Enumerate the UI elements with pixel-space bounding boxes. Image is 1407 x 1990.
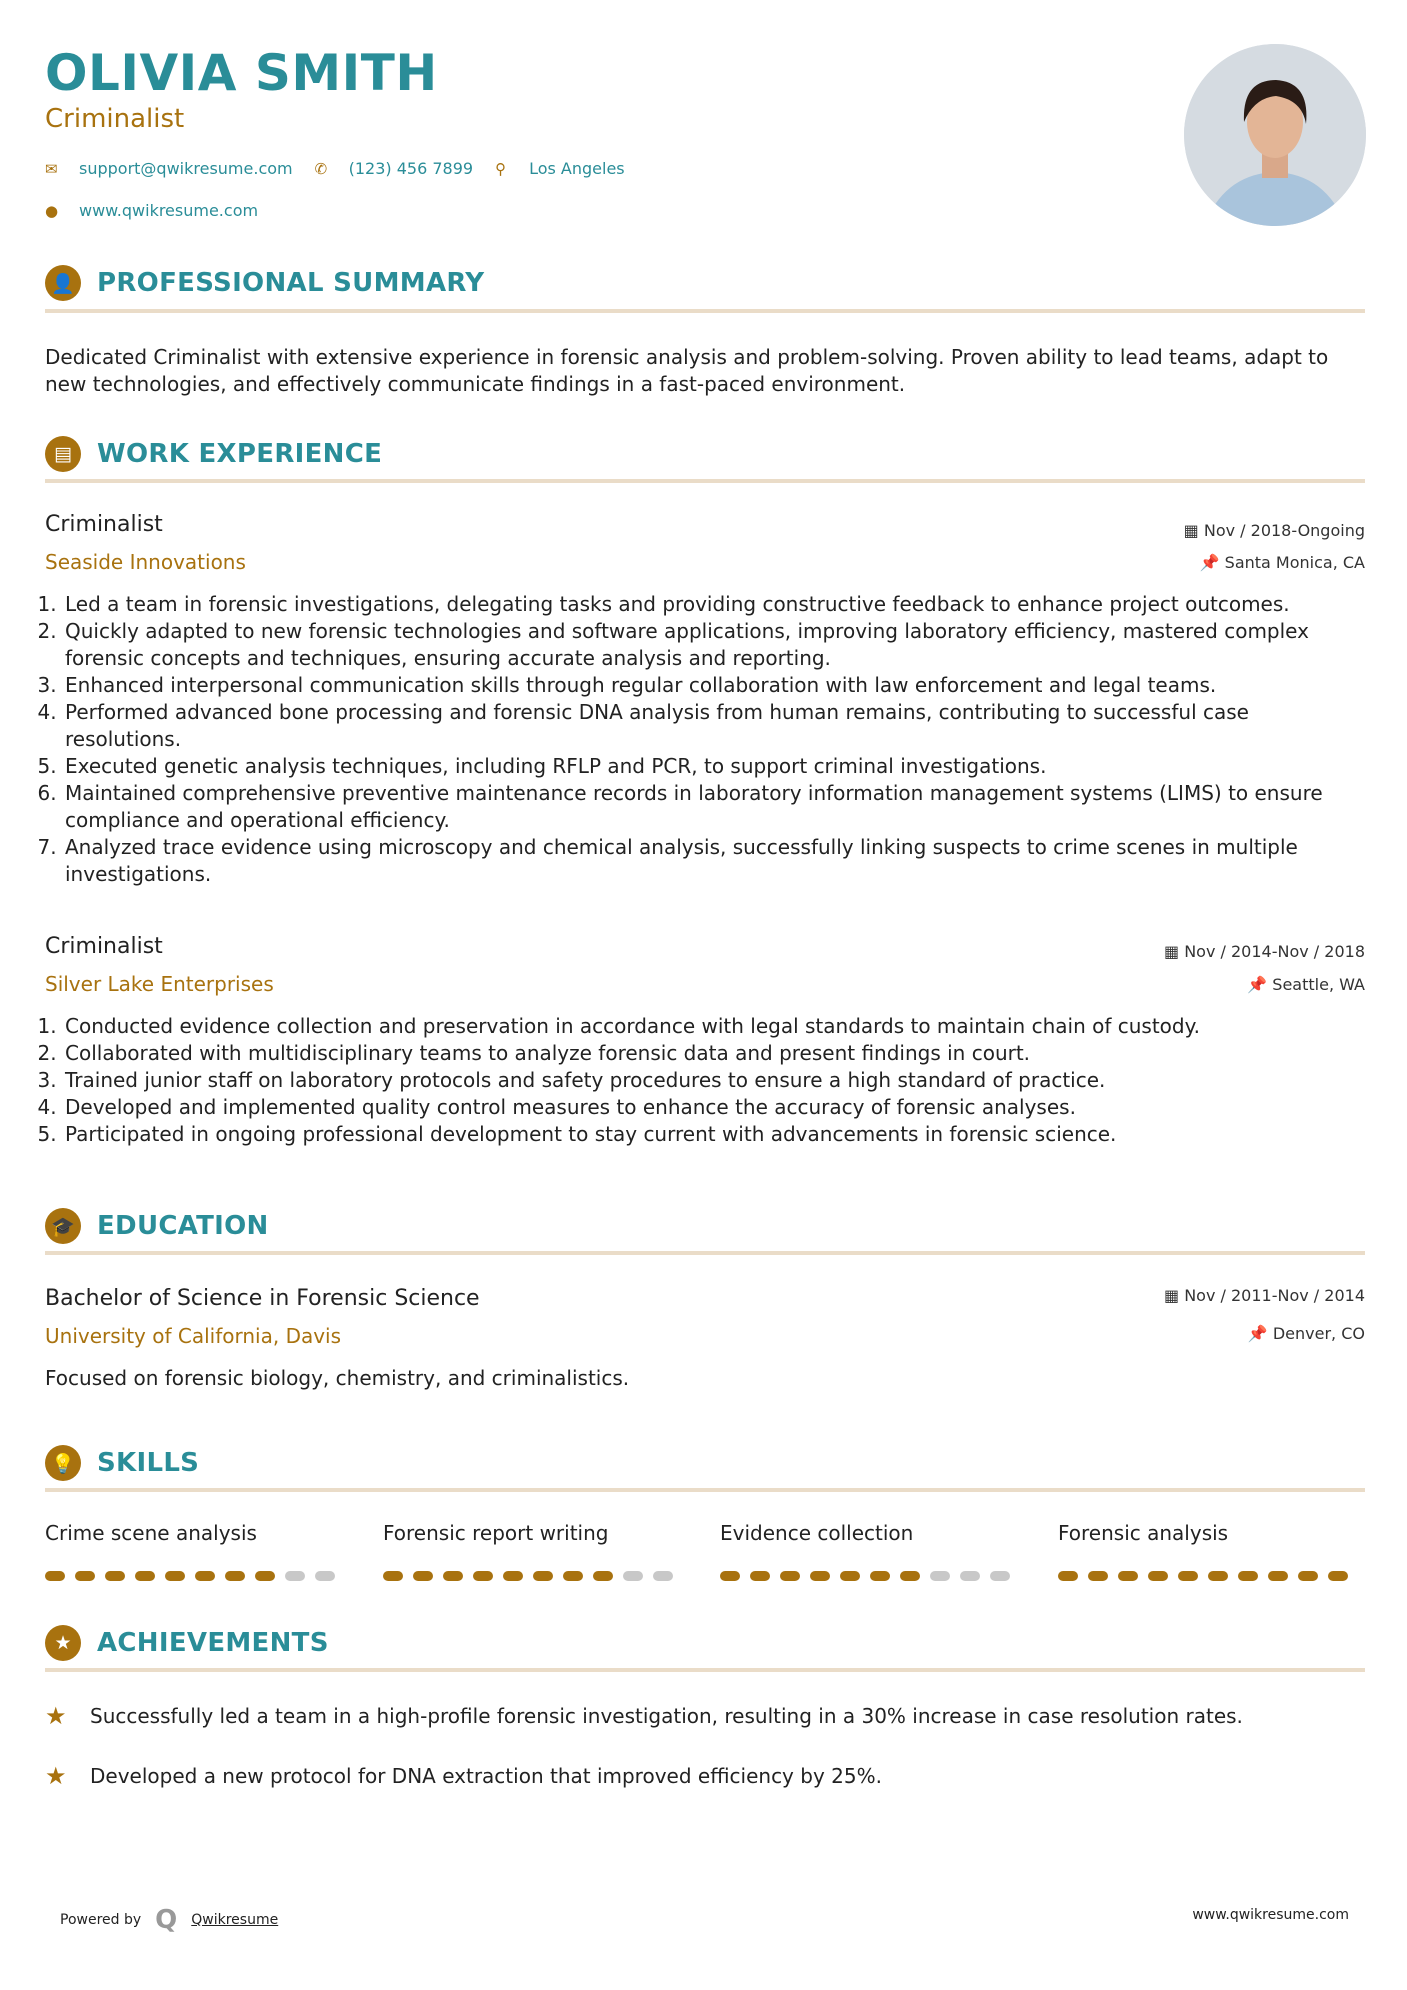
education-date: ▦ Nov / 2011-Nov / 2014 bbox=[1164, 1286, 1365, 1305]
rating-dot-filled bbox=[75, 1571, 95, 1581]
rating-dot-filled bbox=[563, 1571, 583, 1581]
list-item: 5. Executed genetic analysis techniques, including RFLP and PCR, to support criminal investigations. bbox=[63, 753, 1370, 780]
phone-icon: ✆ bbox=[314, 159, 328, 178]
school: University of California, Davis bbox=[45, 1324, 342, 1348]
job-title: Criminalist bbox=[45, 512, 163, 537]
website-row bbox=[45, 201, 258, 220]
education-heading: EDUCATION bbox=[97, 1211, 269, 1241]
education-section-header bbox=[45, 1208, 1365, 1244]
job-location: 📌 Seattle, WA bbox=[1247, 975, 1365, 994]
experience-section-header bbox=[45, 436, 1365, 472]
achievement-item: ★ Successfully led a team in a high-profile forensic investigation, resulting in a 30% increase in case resolution rates. bbox=[45, 1702, 1243, 1730]
job-bullets bbox=[45, 1013, 1370, 1148]
briefcase-icon: ▤ bbox=[45, 436, 81, 472]
skill-item: Evidence collection bbox=[720, 1521, 1020, 1581]
skill-item: Forensic report writing bbox=[383, 1521, 683, 1581]
pin-icon: 📌 bbox=[1247, 1324, 1273, 1343]
summary-section-header bbox=[45, 265, 1365, 301]
divider bbox=[45, 1251, 1365, 1255]
email-link[interactable]: support@qwikresume.com bbox=[79, 159, 293, 178]
rating-dot-filled bbox=[503, 1571, 523, 1581]
rating-dot-empty bbox=[623, 1571, 643, 1581]
rating-dot-filled bbox=[473, 1571, 493, 1581]
rating-dot-empty bbox=[315, 1571, 335, 1581]
graduation-icon: 🎓 bbox=[45, 1208, 81, 1244]
rating-dot-empty bbox=[990, 1571, 1010, 1581]
rating-dot-filled bbox=[533, 1571, 553, 1581]
rating-dot-filled bbox=[750, 1571, 770, 1581]
pin-icon: 📌 bbox=[1247, 975, 1273, 994]
rating-dot-filled bbox=[1148, 1571, 1168, 1581]
list-item: 5. Participated in ongoing professional development to stay current with advancements in forensic science. bbox=[63, 1121, 1370, 1148]
job-date: ▦ Nov / 2018-Ongoing bbox=[1183, 521, 1365, 540]
rating-dot-filled bbox=[810, 1571, 830, 1581]
star-icon: ★ bbox=[45, 1702, 67, 1730]
skill-rating bbox=[45, 1571, 345, 1581]
candidate-title: Criminalist bbox=[45, 104, 185, 134]
skill-rating bbox=[720, 1571, 1020, 1581]
list-item: 2. Quickly adapted to new forensic technologies and software applications, improving laboratory efficiency, mastered complex forensic concepts and techniques, ensuring accurate analysis and reporting. bbox=[63, 618, 1370, 672]
job-bullets bbox=[45, 591, 1370, 888]
rating-dot-filled bbox=[1088, 1571, 1108, 1581]
rating-dot-filled bbox=[1118, 1571, 1138, 1581]
rating-dot-filled bbox=[135, 1571, 155, 1581]
list-item: 3. Enhanced interpersonal communication skills through regular collaboration with law enforcement and legal teams. bbox=[63, 672, 1370, 699]
skill-rating bbox=[1058, 1571, 1358, 1581]
envelope-icon: ✉ bbox=[45, 159, 58, 178]
rating-dot-filled bbox=[225, 1571, 245, 1581]
education-location: 📌 Denver, CO bbox=[1247, 1324, 1365, 1343]
education-text: Focused on forensic biology, chemistry, and criminalistics. bbox=[45, 1366, 630, 1390]
list-item: 6. Maintained comprehensive preventive maintenance records in laboratory information management systems (LIMS) to ensure compliance and operational efficiency. bbox=[63, 780, 1370, 834]
achievements-heading: ACHIEVEMENTS bbox=[97, 1628, 329, 1658]
lightbulb-icon: 💡 bbox=[45, 1445, 81, 1481]
rating-dot-empty bbox=[653, 1571, 673, 1581]
map-pin-icon: ⚲ bbox=[495, 159, 507, 178]
rating-dot-filled bbox=[45, 1571, 65, 1581]
experience-heading: WORK EXPERIENCE bbox=[97, 439, 383, 469]
rating-dot-filled bbox=[165, 1571, 185, 1581]
rating-dot-filled bbox=[593, 1571, 613, 1581]
rating-dot-filled bbox=[383, 1571, 403, 1581]
candidate-name: OLIVIA SMITH bbox=[45, 44, 438, 102]
rating-dot-filled bbox=[840, 1571, 860, 1581]
skill-item: Forensic analysis bbox=[1058, 1521, 1358, 1581]
pin-icon: 📌 bbox=[1199, 553, 1225, 572]
list-item: 1. Conducted evidence collection and preservation in accordance with legal standards to maintain chain of custody. bbox=[63, 1013, 1370, 1040]
divider bbox=[45, 479, 1365, 483]
footer-powered: Powered by Q Qwikresume bbox=[60, 1905, 279, 1935]
rating-dot-filled bbox=[255, 1571, 275, 1581]
rating-dot-filled bbox=[1268, 1571, 1288, 1581]
list-item: 2. Collaborated with multidisciplinary teams to analyze forensic data and present findings in court. bbox=[63, 1040, 1370, 1067]
list-item: 1. Led a team in forensic investigations, delegating tasks and providing constructive feedback to enhance project outcomes. bbox=[63, 591, 1370, 618]
location-text: Los Angeles bbox=[529, 159, 625, 178]
rating-dot-filled bbox=[195, 1571, 215, 1581]
summary-heading: PROFESSIONAL SUMMARY bbox=[97, 268, 485, 298]
website-link[interactable]: www.qwikresume.com bbox=[79, 201, 259, 220]
achievements-section-header bbox=[45, 1625, 1365, 1661]
rating-dot-filled bbox=[105, 1571, 125, 1581]
rating-dot-filled bbox=[720, 1571, 740, 1581]
rating-dot-filled bbox=[1298, 1571, 1318, 1581]
skill-rating bbox=[383, 1571, 683, 1581]
list-item: 4. Developed and implemented quality control measures to enhance the accuracy of forensic analyses. bbox=[63, 1094, 1370, 1121]
rating-dot-filled bbox=[443, 1571, 463, 1581]
globe-icon: ● bbox=[45, 201, 59, 220]
divider bbox=[45, 1668, 1365, 1672]
rating-dot-filled bbox=[1328, 1571, 1348, 1581]
summary-text: Dedicated Criminalist with extensive experience in forensic analysis and problem-solving. Proven ability to lead teams, adapt to new technologies, and effectively communicate findings in a fast-paced environment. bbox=[45, 345, 1329, 396]
divider bbox=[45, 1488, 1365, 1492]
brand-link[interactable]: Qwikresume bbox=[191, 1912, 279, 1928]
list-item: 3. Trained junior staff on laboratory protocols and safety procedures to ensure a high standard of practice. bbox=[63, 1067, 1370, 1094]
rating-dot-filled bbox=[1238, 1571, 1258, 1581]
job-date: ▦ Nov / 2014-Nov / 2018 bbox=[1164, 942, 1365, 961]
divider bbox=[45, 309, 1365, 313]
profile-photo bbox=[1184, 44, 1366, 226]
skills-section-header bbox=[45, 1445, 1365, 1481]
achievement-item: ★ Developed a new protocol for DNA extraction that improved efficiency by 25%. bbox=[45, 1762, 882, 1790]
user-icon: 👤 bbox=[45, 265, 81, 301]
rating-dot-empty bbox=[960, 1571, 980, 1581]
contact-row bbox=[45, 159, 625, 178]
rating-dot-empty bbox=[930, 1571, 950, 1581]
rating-dot-filled bbox=[413, 1571, 433, 1581]
list-item: 4. Performed advanced bone processing and forensic DNA analysis from human remains, contributing to successful case resolutions. bbox=[63, 699, 1370, 753]
rating-dot-filled bbox=[780, 1571, 800, 1581]
rating-dot-filled bbox=[1058, 1571, 1078, 1581]
list-item: 7. Analyzed trace evidence using microscopy and chemical analysis, successfully linking suspects to crime scenes in multiple investigations. bbox=[63, 834, 1370, 888]
calendar-icon: ▦ bbox=[1164, 1286, 1185, 1305]
skill-item: Crime scene analysis bbox=[45, 1521, 345, 1581]
phone-text: (123) 456 7899 bbox=[348, 159, 474, 178]
degree: Bachelor of Science in Forensic Science bbox=[45, 1286, 480, 1311]
star-icon: ★ bbox=[45, 1762, 67, 1790]
job-company: Silver Lake Enterprises bbox=[45, 972, 274, 996]
calendar-icon: ▦ bbox=[1183, 521, 1204, 540]
job-company: Seaside Innovations bbox=[45, 550, 246, 574]
star-badge-icon: ★ bbox=[45, 1625, 81, 1661]
qwikresume-logo-icon: Q bbox=[155, 1905, 178, 1935]
rating-dot-filled bbox=[1178, 1571, 1198, 1581]
rating-dot-filled bbox=[870, 1571, 890, 1581]
rating-dot-filled bbox=[1208, 1571, 1228, 1581]
rating-dot-empty bbox=[285, 1571, 305, 1581]
rating-dot-filled bbox=[900, 1571, 920, 1581]
footer-url[interactable]: www.qwikresume.com bbox=[1192, 1907, 1349, 1923]
calendar-icon: ▦ bbox=[1164, 942, 1185, 961]
skills-heading: SKILLS bbox=[97, 1448, 200, 1478]
job-title: Criminalist bbox=[45, 934, 163, 959]
job-location: 📌 Santa Monica, CA bbox=[1199, 553, 1365, 572]
